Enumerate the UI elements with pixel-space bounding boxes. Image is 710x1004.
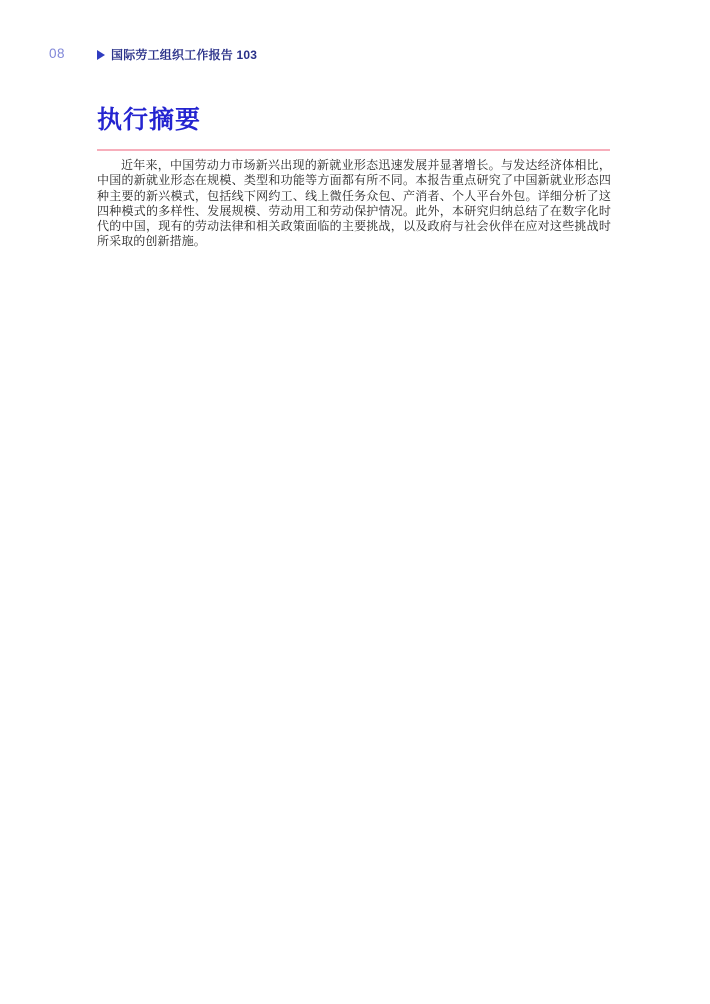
report-title: 国际劳工组织工作报告 103 xyxy=(111,48,258,62)
title-divider xyxy=(97,149,610,151)
page-number: 08 xyxy=(49,46,66,61)
summary-paragraph: 近年来，中国劳动力市场新兴出现的新就业形态迅速发展并显著增长。与发达经济体相比，中国的新就业形态在规模、类型和功能等方面都有所不同。本报告重点研究了中国新就业形态四种主要的新兴模式，包括线下网约工、线上微任务众包、产消者、个人平台外包。详细分析了这四种模式的多样性、发展规模、劳动用工和劳动保护情况。此外，本研究归纳总结了在数字化时代的中国，现有的劳动法律和相关政策面临的主要挑战，以及政府与社会伙伴在应对这些挑战时所采取的创新措施。 xyxy=(97,158,611,249)
section-title: 执行摘要 xyxy=(97,106,202,134)
triangle-right-icon xyxy=(97,50,105,60)
running-header xyxy=(97,48,257,62)
